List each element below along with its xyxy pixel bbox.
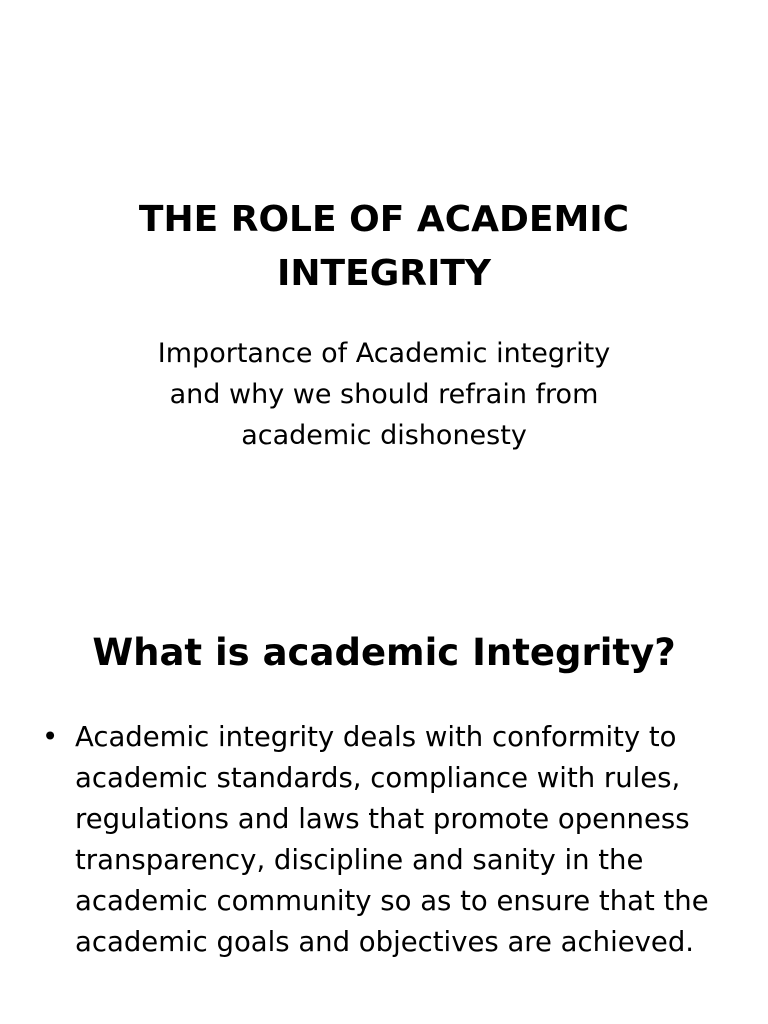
bullet-text-line: academic goals and objectives are achieved. bbox=[75, 926, 695, 958]
slide-title-line: THE ROLE OF ACADEMIC bbox=[138, 199, 630, 240]
slide-heading: What is academic Integrity? bbox=[92, 631, 676, 674]
slide-subtitle-line: and why we should refrain from bbox=[169, 379, 599, 410]
slide-title bbox=[0, 193, 768, 301]
slide-title-line: INTEGRITY bbox=[277, 253, 491, 294]
bullet-text-line: academic community so as to ensure that the bbox=[75, 885, 709, 917]
bullet-dot-icon: • bbox=[42, 721, 59, 753]
bullet-text-line: transparency, discipline and sanity in the bbox=[75, 844, 644, 876]
content-slide bbox=[0, 512, 768, 1024]
slide-subtitle-line: Importance of Academic integrity bbox=[157, 338, 611, 369]
bullet-text-line: academic standards, compliance with rules, bbox=[75, 762, 681, 794]
bullet-list bbox=[42, 717, 732, 963]
bullet-text-line: regulations and laws that promote openness bbox=[75, 803, 690, 835]
bullet-item bbox=[42, 717, 732, 963]
bullet-text-line: Academic integrity deals with conformity to bbox=[75, 721, 677, 753]
slide-subtitle-line: academic dishonesty bbox=[241, 420, 527, 451]
slide-subtitle bbox=[0, 333, 768, 456]
